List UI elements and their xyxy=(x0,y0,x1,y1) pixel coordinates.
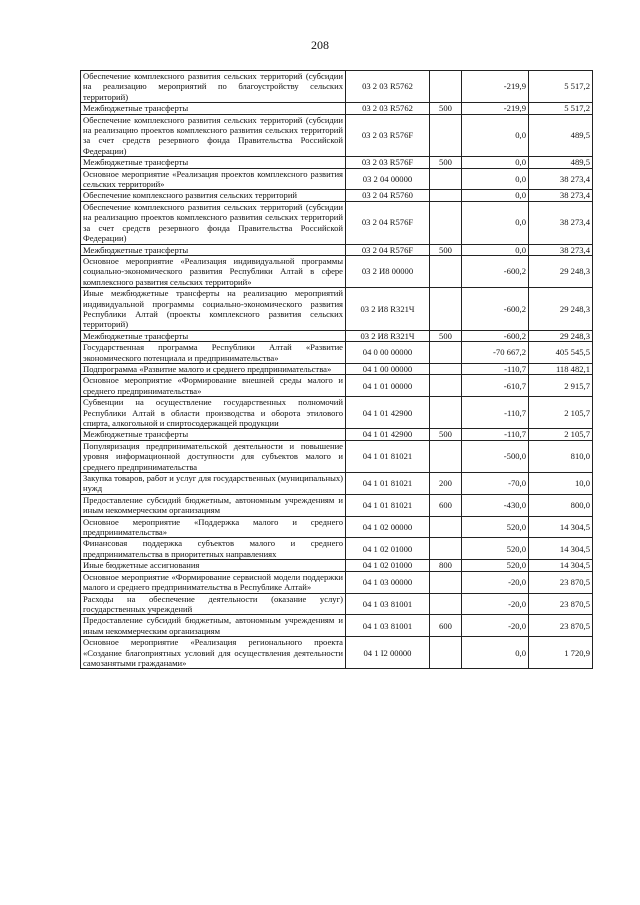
row-total-amount: 38 273,4 xyxy=(529,244,593,255)
table-row xyxy=(81,571,593,593)
row-code: 04 0 00 00000 xyxy=(346,342,430,364)
table-row xyxy=(81,190,593,201)
row-change-amount: -20,0 xyxy=(462,615,529,637)
row-code: 04 1 02 01000 xyxy=(346,560,430,571)
row-expense-type xyxy=(430,397,462,429)
row-total-amount: 810,0 xyxy=(529,440,593,472)
row-name: Обеспечение комплексного развития сельских территорий (субсидии на реализацию проектов комплексного развития сельских территорий за счет средств резервного фонда Правительства Российской Федерации) xyxy=(81,201,346,244)
row-total-amount: 2 105,7 xyxy=(529,429,593,440)
row-code: 04 1 01 81021 xyxy=(346,473,430,495)
row-code: 04 1 02 01000 xyxy=(346,538,430,560)
table-row xyxy=(81,615,593,637)
row-name: Иные бюджетные ассигнования xyxy=(81,560,346,571)
row-expense-type xyxy=(430,593,462,615)
row-code: 03 2 03 R576F xyxy=(346,157,430,168)
row-total-amount: 118 482,1 xyxy=(529,363,593,374)
row-change-amount: 0,0 xyxy=(462,244,529,255)
row-change-amount: 520,0 xyxy=(462,516,529,538)
row-name: Основное мероприятие «Формирование сервисной модели поддержки малого и среднего предпринимательства в Республике Алтай» xyxy=(81,571,346,593)
row-expense-type xyxy=(430,538,462,560)
row-code: 03 2 И8 00000 xyxy=(346,255,430,287)
row-code: 04 1 02 00000 xyxy=(346,516,430,538)
row-expense-type xyxy=(430,342,462,364)
row-name: Подпрограмма «Развитие малого и среднего предпринимательства» xyxy=(81,363,346,374)
row-change-amount: 0,0 xyxy=(462,114,529,157)
row-expense-type xyxy=(430,114,462,157)
row-name: Межбюджетные трансферты xyxy=(81,429,346,440)
row-name: Основное мероприятие «Реализация проектов комплексного развития сельских территорий» xyxy=(81,168,346,190)
row-code: 04 1 01 81021 xyxy=(346,494,430,516)
row-change-amount: -600,2 xyxy=(462,330,529,341)
row-expense-type: 500 xyxy=(430,157,462,168)
table-row xyxy=(81,560,593,571)
row-total-amount: 29 248,3 xyxy=(529,330,593,341)
row-name: Предоставление субсидий бюджетным, автономным учреждениям и иным некоммерческим организациям xyxy=(81,494,346,516)
row-name: Межбюджетные трансферты xyxy=(81,330,346,341)
row-total-amount: 5 517,2 xyxy=(529,103,593,114)
row-name: Обеспечение комплексного развития сельских территорий xyxy=(81,190,346,201)
row-expense-type: 500 xyxy=(430,103,462,114)
row-expense-type xyxy=(430,168,462,190)
row-name: Основное мероприятие «Реализация индивидуальной программы социально-экономического развития Республики Алтай в сфере комплексного развития сельских территорий» xyxy=(81,255,346,287)
table-row xyxy=(81,103,593,114)
row-name: Финансовая поддержка субъектов малого и среднего предпринимательства в приоритетных направлениях xyxy=(81,538,346,560)
table-row xyxy=(81,330,593,341)
row-name: Государственная программа Республики Алтай «Развитие экономического потенциала и предпринимательства» xyxy=(81,342,346,364)
row-name: Субвенции на осуществление государственных полномочий Республики Алтай в области производства и оборота этилового спирта, алкогольной и спиртосодержащей продукции xyxy=(81,397,346,429)
row-change-amount: -610,7 xyxy=(462,375,529,397)
row-change-amount: -70,0 xyxy=(462,473,529,495)
row-expense-type: 800 xyxy=(430,560,462,571)
row-change-amount: -20,0 xyxy=(462,593,529,615)
row-change-amount: -219,9 xyxy=(462,71,529,103)
row-change-amount: 0,0 xyxy=(462,201,529,244)
row-expense-type xyxy=(430,571,462,593)
row-code: 04 1 03 81001 xyxy=(346,593,430,615)
row-expense-type xyxy=(430,201,462,244)
row-expense-type: 600 xyxy=(430,615,462,637)
row-code: 03 2 04 R5760 xyxy=(346,190,430,201)
table-row xyxy=(81,593,593,615)
row-code: 04 1 01 42900 xyxy=(346,429,430,440)
row-name: Межбюджетные трансферты xyxy=(81,103,346,114)
row-code: 03 2 04 R576F xyxy=(346,244,430,255)
table-row xyxy=(81,440,593,472)
row-total-amount: 29 248,3 xyxy=(529,288,593,331)
row-expense-type xyxy=(430,440,462,472)
row-name: Иные межбюджетные трансферты на реализацию мероприятий индивидуальной программы социально-экономического развития Республики Алтай (проекты комплексного развития сельских территорий) xyxy=(81,288,346,331)
row-total-amount: 14 304,5 xyxy=(529,516,593,538)
row-change-amount: -110,7 xyxy=(462,363,529,374)
row-total-amount: 5 517,2 xyxy=(529,71,593,103)
row-code: 04 1 I2 00000 xyxy=(346,637,430,669)
row-total-amount: 23 870,5 xyxy=(529,593,593,615)
row-name: Межбюджетные трансферты xyxy=(81,157,346,168)
row-change-amount: 0,0 xyxy=(462,190,529,201)
budget-table xyxy=(80,70,593,669)
row-name: Предоставление субсидий бюджетным, автономным учреждениям и иным некоммерческим организациям xyxy=(81,615,346,637)
row-expense-type: 500 xyxy=(430,244,462,255)
row-total-amount: 38 273,4 xyxy=(529,190,593,201)
table-row xyxy=(81,255,593,287)
row-total-amount: 14 304,5 xyxy=(529,538,593,560)
row-code: 04 1 03 00000 xyxy=(346,571,430,593)
row-change-amount: 520,0 xyxy=(462,538,529,560)
row-total-amount: 800,0 xyxy=(529,494,593,516)
row-total-amount: 1 720,9 xyxy=(529,637,593,669)
table-row xyxy=(81,473,593,495)
table-row xyxy=(81,375,593,397)
row-total-amount: 23 870,5 xyxy=(529,615,593,637)
row-code: 03 2 03 R5762 xyxy=(346,71,430,103)
row-expense-type: 600 xyxy=(430,494,462,516)
row-code: 03 2 И8 R321Ч xyxy=(346,288,430,331)
row-change-amount: 0,0 xyxy=(462,637,529,669)
row-expense-type: 500 xyxy=(430,330,462,341)
row-expense-type: 500 xyxy=(430,429,462,440)
table-row xyxy=(81,516,593,538)
row-total-amount: 38 273,4 xyxy=(529,168,593,190)
row-change-amount: -70 667,2 xyxy=(462,342,529,364)
row-name: Обеспечение комплексного развития сельских территорий (субсидии на реализацию проектов комплексного развития сельских территорий за счет средств резервного фонда Правительства Российской Федерации) xyxy=(81,114,346,157)
row-name: Расходы на обеспечение деятельности (оказание услуг) государственных учреждений xyxy=(81,593,346,615)
row-code: 04 1 01 42900 xyxy=(346,397,430,429)
row-total-amount: 489,5 xyxy=(529,157,593,168)
row-change-amount: 0,0 xyxy=(462,157,529,168)
row-name: Межбюджетные трансферты xyxy=(81,244,346,255)
row-change-amount: 0,0 xyxy=(462,168,529,190)
row-total-amount: 2 915,7 xyxy=(529,375,593,397)
row-expense-type xyxy=(430,255,462,287)
row-total-amount: 405 545,5 xyxy=(529,342,593,364)
table-row xyxy=(81,201,593,244)
table-row xyxy=(81,429,593,440)
row-expense-type: 200 xyxy=(430,473,462,495)
row-change-amount: -110,7 xyxy=(462,397,529,429)
row-code: 04 1 00 00000 xyxy=(346,363,430,374)
row-change-amount: -20,0 xyxy=(462,571,529,593)
row-expense-type xyxy=(430,375,462,397)
table-row xyxy=(81,71,593,103)
row-total-amount: 14 304,5 xyxy=(529,560,593,571)
row-expense-type xyxy=(430,363,462,374)
row-code: 03 2 03 R5762 xyxy=(346,103,430,114)
row-name: Закупка товаров, работ и услуг для государственных (муниципальных) нужд xyxy=(81,473,346,495)
row-change-amount: -219,9 xyxy=(462,103,529,114)
row-change-amount: -110,7 xyxy=(462,429,529,440)
table-row xyxy=(81,637,593,669)
row-expense-type xyxy=(430,637,462,669)
table-row xyxy=(81,157,593,168)
row-change-amount: -500,0 xyxy=(462,440,529,472)
row-code: 03 2 И8 R321Ч xyxy=(346,330,430,341)
row-code: 04 1 03 81001 xyxy=(346,615,430,637)
row-name: Основное мероприятие «Реализация регионального проекта «Создание благоприятных условий для осуществления деятельности самозанятыми гражданами» xyxy=(81,637,346,669)
row-expense-type xyxy=(430,190,462,201)
table-row xyxy=(81,168,593,190)
row-expense-type xyxy=(430,71,462,103)
row-code: 03 2 04 00000 xyxy=(346,168,430,190)
table-row xyxy=(81,538,593,560)
table-row xyxy=(81,342,593,364)
row-expense-type xyxy=(430,288,462,331)
table-row xyxy=(81,288,593,331)
table-row xyxy=(81,244,593,255)
row-total-amount: 38 273,4 xyxy=(529,201,593,244)
row-code: 04 1 01 81021 xyxy=(346,440,430,472)
page-number: 208 xyxy=(311,38,329,52)
table-row xyxy=(81,363,593,374)
row-code: 04 1 01 00000 xyxy=(346,375,430,397)
row-code: 03 2 04 R576F xyxy=(346,201,430,244)
table-row xyxy=(81,397,593,429)
row-name: Обеспечение комплексного развития сельских территорий (субсидии на реализацию мероприятий по благоустройству сельских территорий) xyxy=(81,71,346,103)
row-name: Основное мероприятие «Формирование внешней среды малого и среднего предпринимательства» xyxy=(81,375,346,397)
row-change-amount: -600,2 xyxy=(462,288,529,331)
table-row xyxy=(81,114,593,157)
row-total-amount: 10,0 xyxy=(529,473,593,495)
row-name: Популяризация предпринимательской деятельности и повышение уровня информационной доступности для субъектов малого и среднего предпринимательства xyxy=(81,440,346,472)
row-change-amount: 520,0 xyxy=(462,560,529,571)
row-code: 03 2 03 R576F xyxy=(346,114,430,157)
row-change-amount: -430,0 xyxy=(462,494,529,516)
row-expense-type xyxy=(430,516,462,538)
row-total-amount: 29 248,3 xyxy=(529,255,593,287)
row-change-amount: -600,2 xyxy=(462,255,529,287)
table-row xyxy=(81,494,593,516)
row-total-amount: 2 105,7 xyxy=(529,397,593,429)
row-total-amount: 23 870,5 xyxy=(529,571,593,593)
row-name: Основное мероприятие «Поддержка малого и среднего предпринимательства» xyxy=(81,516,346,538)
row-total-amount: 489,5 xyxy=(529,114,593,157)
